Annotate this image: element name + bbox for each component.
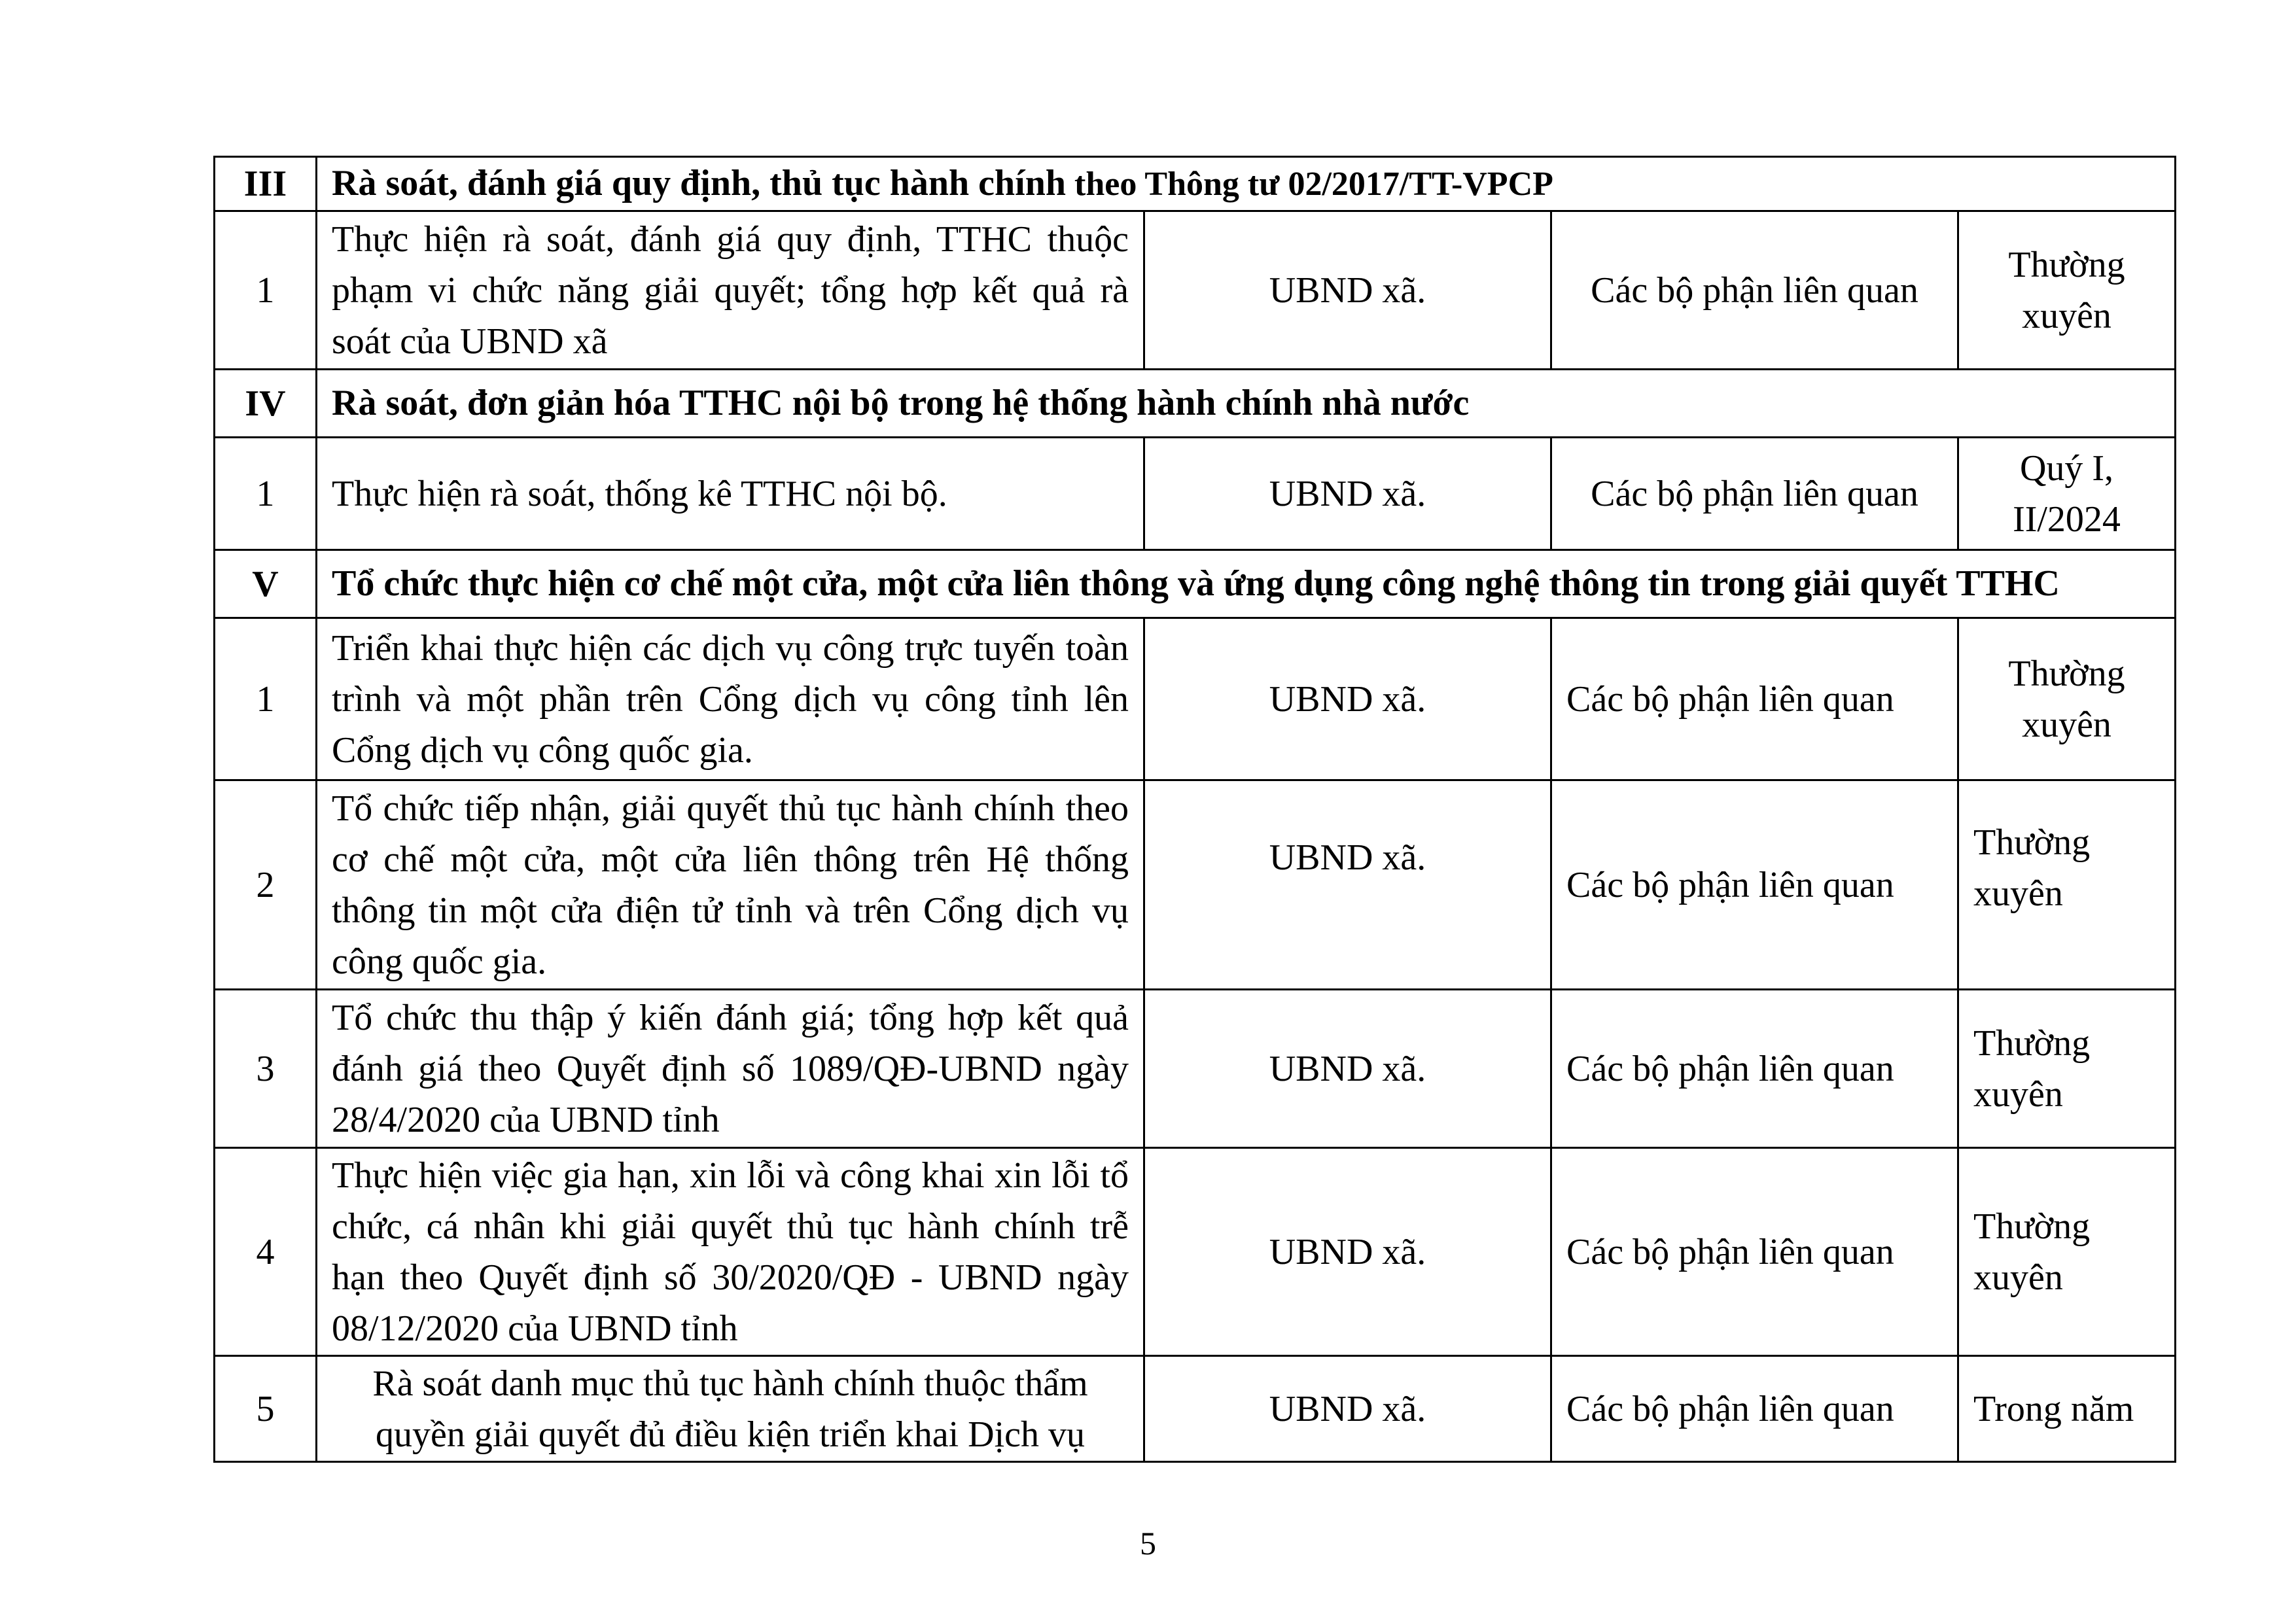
lead-unit: UBND xã. xyxy=(1144,618,1551,780)
section-number: IV xyxy=(215,370,317,438)
section-title-main: Rà soát, đơn giản hóa TTHC nội bộ trong hệ thống hành chính nhà nước xyxy=(332,382,1470,423)
section-header-row xyxy=(215,550,2176,618)
lead-unit: UBND xã. xyxy=(1144,211,1551,370)
timeframe: Thường xuyên xyxy=(1958,618,2176,780)
table-row xyxy=(215,438,2176,550)
task-table xyxy=(213,156,2176,1463)
coordinating-unit: Các bộ phận liên quan xyxy=(1551,1148,1958,1356)
coordinating-unit: Các bộ phận liên quan xyxy=(1551,618,1958,780)
timeframe: Thường xuyên xyxy=(1958,1148,2176,1356)
timeframe xyxy=(1958,780,2176,990)
timeframe-text: Thường xuyên xyxy=(1973,822,2091,914)
table-row xyxy=(215,618,2176,780)
section-title-suffix: theo Thông tư 02/2017/TT-VPCP xyxy=(1066,166,1553,203)
timeframe: Thường xuyên xyxy=(1958,990,2176,1148)
task-content: Tổ chức tiếp nhận, giải quyết thủ tục hành chính theo cơ chế một cửa, một cửa liên thông trên Hệ thống thông tin một cửa điện tử tỉnh và trên Cổng dịch vụ công quốc gia. xyxy=(317,780,1144,990)
task-content: Thực hiện việc gia hạn, xin lỗi và công khai xin lỗi tổ chức, cá nhân khi giải quyết thủ tục hành chính trễ hạn theo Quyết định số 30/2020/QĐ - UBND ngày 08/12/2020 của UBND tỉnh xyxy=(317,1148,1144,1356)
row-number: 2 xyxy=(215,780,317,990)
row-number: 1 xyxy=(215,618,317,780)
lead-unit: UBND xã. xyxy=(1144,438,1551,550)
row-number: 5 xyxy=(215,1356,317,1462)
page-number: 5 xyxy=(1140,1525,1156,1562)
lead-unit: UBND xã. xyxy=(1144,1148,1551,1356)
table-row xyxy=(215,1148,2176,1356)
task-content: Tổ chức thu thập ý kiến đánh giá; tổng hợp kết quả đánh giá theo Quyết định số 1089/QĐ-UBND ngày 28/4/2020 của UBND tỉnh xyxy=(317,990,1144,1148)
task-content: Rà soát danh mục thủ tục hành chính thuộc thẩm quyền giải quyết đủ điều kiện triển khai Dịch vụ xyxy=(317,1356,1144,1462)
row-number: 3 xyxy=(215,990,317,1148)
row-number: 4 xyxy=(215,1148,317,1356)
timeframe: Trong năm xyxy=(1958,1356,2176,1462)
lead-unit: UBND xã. xyxy=(1144,1356,1551,1462)
table-row xyxy=(215,780,2176,990)
lead-unit-text: UBND xã. xyxy=(1269,837,1426,878)
task-content: Thực hiện rà soát, thống kê TTHC nội bộ. xyxy=(317,438,1144,550)
task-content: Thực hiện rà soát, đánh giá quy định, TTHC thuộc phạm vi chức năng giải quyết; tổng hợp kết quả rà soát của UBND xã xyxy=(317,211,1144,370)
coordinating-unit: Các bộ phận liên quan xyxy=(1551,438,1958,550)
table-row xyxy=(215,1356,2176,1462)
section-number: III xyxy=(215,157,317,211)
section-header-row xyxy=(215,157,2176,211)
coordinating-unit: Các bộ phận liên quan xyxy=(1551,1356,1958,1462)
table-row xyxy=(215,990,2176,1148)
section-title xyxy=(317,157,2176,211)
row-number: 1 xyxy=(215,438,317,550)
coordinating-unit: Các bộ phận liên quan xyxy=(1551,990,1958,1148)
section-header-row xyxy=(215,370,2176,438)
lead-unit xyxy=(1144,780,1551,990)
coordinating-unit: Các bộ phận liên quan xyxy=(1551,780,1958,990)
section-title-main: Rà soát, đánh giá quy định, thủ tục hành chính xyxy=(332,163,1067,203)
section-title xyxy=(317,550,2176,618)
section-title xyxy=(317,370,2176,438)
lead-unit: UBND xã. xyxy=(1144,990,1551,1148)
section-number: V xyxy=(215,550,317,618)
timeframe: Thường xuyên xyxy=(1958,211,2176,370)
row-number: 1 xyxy=(215,211,317,370)
section-title-main: Tổ chức thực hiện cơ chế một cửa, một cửa liên thông và ứng dụng công nghệ thông tin trong giải quyết TTHC xyxy=(332,563,2060,604)
task-content: Triển khai thực hiện các dịch vụ công trực tuyến toàn trình và một phần trên Cổng dịch vụ công tỉnh lên Cổng dịch vụ công quốc gia. xyxy=(317,618,1144,780)
table-row xyxy=(215,211,2176,370)
coordinating-unit: Các bộ phận liên quan xyxy=(1551,211,1958,370)
timeframe: Quý I, II/2024 xyxy=(1958,438,2176,550)
